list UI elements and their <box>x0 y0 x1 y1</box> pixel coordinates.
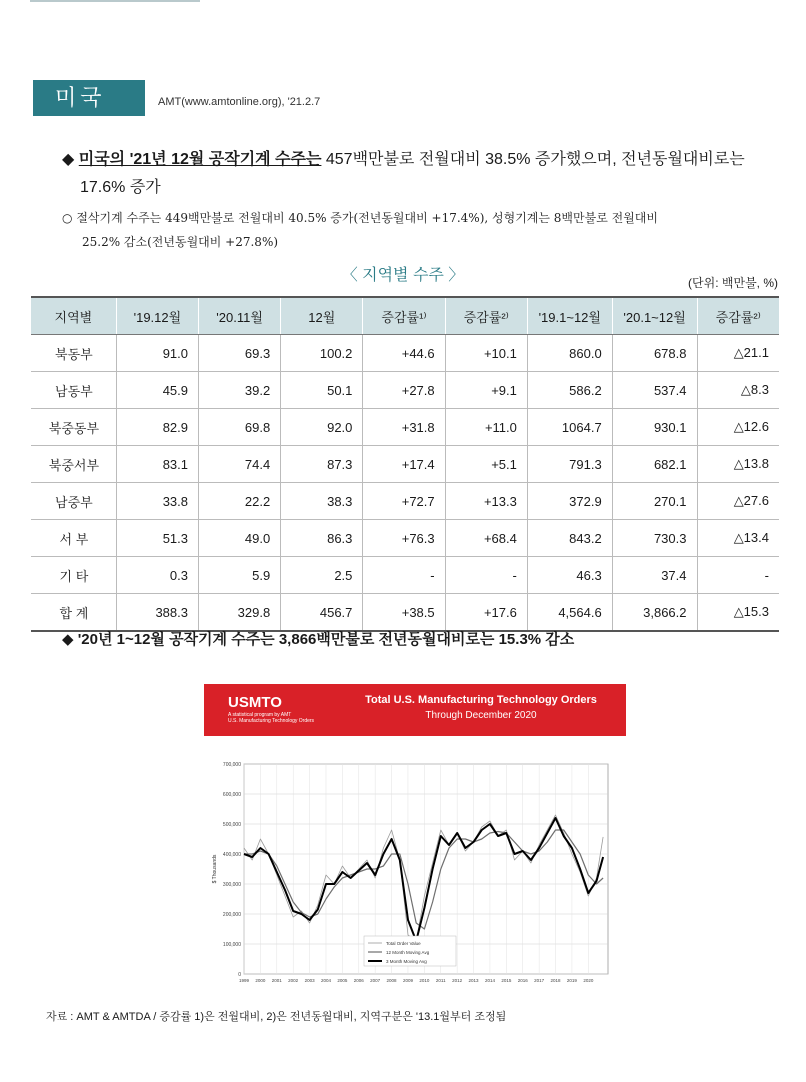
table-row <box>31 520 779 557</box>
y-tick-label: 700,000 <box>222 762 241 768</box>
region-cell: 서 부 <box>31 520 116 557</box>
y-tick-label: 400,000 <box>222 852 241 858</box>
sub-bullet-marker: ○ <box>62 211 73 225</box>
value-cell: 456.7 <box>281 594 363 632</box>
table-total-row <box>31 594 779 632</box>
value-cell: 100.2 <box>281 335 363 372</box>
region-cell: 기 타 <box>31 557 116 594</box>
value-cell: 329.8 <box>199 594 281 632</box>
x-tick-label: 2000 <box>255 978 266 983</box>
sub-bullet-line1: 절삭기계 수주는 449백만불로 전월대비 40.5% 증가(전년동월대비 +17.4%), 성형기계는 8백만불로 전월대비 <box>76 211 658 225</box>
summary-underlined: 미국의 '21년 12월 공작기계 수주는 <box>78 151 322 168</box>
x-tick-label: 2003 <box>304 978 315 983</box>
x-tick-label: 2004 <box>320 978 331 983</box>
annual-bullet-text: '20년 1~12월 공작기계 수주는 3,866백만불로 전년동월대비로는 15.3% 감소 <box>77 631 575 648</box>
value-cell: 38.3 <box>281 483 363 520</box>
value-cell: +72.7 <box>363 483 445 520</box>
value-cell: △13.4 <box>697 520 779 557</box>
y-tick-label: 500,000 <box>222 822 241 828</box>
value-cell: 92.0 <box>281 409 363 446</box>
logo-subtitle-2: U.S. Manufacturing Technology Orders <box>228 718 315 724</box>
value-cell: 87.3 <box>281 446 363 483</box>
value-cell: +27.8 <box>363 372 445 409</box>
value-cell: 930.1 <box>612 409 697 446</box>
value-cell: +38.5 <box>363 594 445 632</box>
table-row <box>31 446 779 483</box>
source-citation: AMT(www.amtonline.org), '21.2.7 <box>158 96 321 108</box>
x-tick-label: 2016 <box>517 978 528 983</box>
value-cell: 537.4 <box>612 372 697 409</box>
y-tick-label: 100,000 <box>222 942 241 948</box>
legend-label: 3 Month Moving Avg <box>386 959 427 964</box>
region-cell: 합 계 <box>31 594 116 632</box>
x-tick-label: 2017 <box>534 978 545 983</box>
chart-title: Total U.S. Manufacturing Technology Orders <box>365 694 597 706</box>
header-cell: '19.1~12월 <box>527 297 612 335</box>
y-tick-label: 200,000 <box>222 912 241 918</box>
value-cell: 50.1 <box>281 372 363 409</box>
regional-orders-table <box>31 296 779 632</box>
header-cell: 지역별 <box>31 297 116 335</box>
value-cell: +11.0 <box>445 409 527 446</box>
value-cell: △27.6 <box>697 483 779 520</box>
usmto-logo: USMTO <box>228 694 282 711</box>
x-tick-label: 1999 <box>238 978 250 983</box>
summary-bullet <box>62 146 782 202</box>
value-cell: 0.3 <box>116 557 198 594</box>
value-cell: 33.8 <box>116 483 198 520</box>
header-cell: 증감률²⁾ <box>697 297 779 335</box>
value-cell: +68.4 <box>445 520 527 557</box>
y-tick-label: 0 <box>238 972 241 978</box>
region-cell: 북중서부 <box>31 446 116 483</box>
value-cell: +44.6 <box>363 335 445 372</box>
chart-subtitle: Through December 2020 <box>425 710 537 721</box>
value-cell: 39.2 <box>199 372 281 409</box>
value-cell: 860.0 <box>527 335 612 372</box>
x-tick-label: 2019 <box>566 978 577 983</box>
header-cell: 12월 <box>281 297 363 335</box>
value-cell: 74.4 <box>199 446 281 483</box>
value-cell: 69.3 <box>199 335 281 372</box>
table-row <box>31 335 779 372</box>
x-tick-label: 2015 <box>501 978 512 983</box>
x-tick-label: 2001 <box>271 978 282 983</box>
value-cell: 372.9 <box>527 483 612 520</box>
value-cell: 51.3 <box>116 520 198 557</box>
table-row <box>31 372 779 409</box>
value-cell: +76.3 <box>363 520 445 557</box>
header-cell: 증감률²⁾ <box>445 297 527 335</box>
value-cell: 3,866.2 <box>612 594 697 632</box>
x-tick-label: 2006 <box>353 978 364 983</box>
value-cell: △15.3 <box>697 594 779 632</box>
value-cell: 69.8 <box>199 409 281 446</box>
y-tick-label: 300,000 <box>222 882 241 888</box>
value-cell: △13.8 <box>697 446 779 483</box>
value-cell: △21.1 <box>697 335 779 372</box>
value-cell: 86.3 <box>281 520 363 557</box>
chart-plot <box>204 758 626 986</box>
header-cell: '19.12월 <box>116 297 198 335</box>
x-tick-label: 2008 <box>386 978 397 983</box>
summary-line2: 17.6% 증가 <box>80 179 161 196</box>
header-cell: 증감률¹⁾ <box>363 297 445 335</box>
country-label: 미국 <box>33 80 145 116</box>
value-cell: - <box>445 557 527 594</box>
x-tick-label: 2013 <box>468 978 479 983</box>
table-row <box>31 409 779 446</box>
orders-chart <box>204 684 626 986</box>
region-cell: 남동부 <box>31 372 116 409</box>
table-unit: (단위: 백만불, %) <box>688 276 778 290</box>
bullet-marker: ◆ <box>62 151 75 168</box>
value-cell: △12.6 <box>697 409 779 446</box>
x-tick-label: 2012 <box>452 978 463 983</box>
value-cell: 678.8 <box>612 335 697 372</box>
summary-rest: 457백만불로 전월대비 38.5% 증가했으며, 전년동월대비로는 <box>321 151 745 168</box>
y-axis-label: $ Thousands <box>212 854 218 884</box>
region-cell: 북동부 <box>31 335 116 372</box>
x-tick-label: 2009 <box>402 978 413 983</box>
y-tick-label: 600,000 <box>222 792 241 798</box>
value-cell: +10.1 <box>445 335 527 372</box>
value-cell: 5.9 <box>199 557 281 594</box>
value-cell: 270.1 <box>612 483 697 520</box>
legend-label: 12 Month Moving Avg <box>386 950 430 955</box>
footnote: 자료 : AMT & AMTDA / 증감률 1)은 전월대비, 2)은 전년동월대비, 지역구분은 '13.1월부터 조정됨 <box>46 1011 507 1023</box>
x-tick-label: 2002 <box>288 978 299 983</box>
x-tick-label: 2011 <box>435 978 446 983</box>
table-row <box>31 557 779 594</box>
value-cell: 49.0 <box>199 520 281 557</box>
x-tick-label: 2010 <box>419 978 430 983</box>
value-cell: - <box>697 557 779 594</box>
value-cell: 1064.7 <box>527 409 612 446</box>
legend-label: Total Order Value <box>386 941 421 946</box>
header-cell: '20.1~12월 <box>612 297 697 335</box>
value-cell: +9.1 <box>445 372 527 409</box>
value-cell: 682.1 <box>612 446 697 483</box>
region-cell: 북중동부 <box>31 409 116 446</box>
value-cell: 82.9 <box>116 409 198 446</box>
value-cell: 37.4 <box>612 557 697 594</box>
sub-bullet <box>62 206 782 254</box>
value-cell: △8.3 <box>697 372 779 409</box>
x-tick-label: 2007 <box>370 978 381 983</box>
value-cell: 83.1 <box>116 446 198 483</box>
value-cell: +5.1 <box>445 446 527 483</box>
value-cell: +13.3 <box>445 483 527 520</box>
sub-bullet-line2: 25.2% 감소(전년동월대비 +27.8%) <box>82 235 279 249</box>
value-cell: +17.6 <box>445 594 527 632</box>
value-cell: 46.3 <box>527 557 612 594</box>
region-cell: 남중부 <box>31 483 116 520</box>
top-rule <box>30 0 200 2</box>
annual-bullet <box>62 628 574 649</box>
value-cell: +17.4 <box>363 446 445 483</box>
x-tick-label: 2005 <box>337 978 348 983</box>
value-cell: 730.3 <box>612 520 697 557</box>
table-title: 〈 지역별 수주 〉 <box>341 267 465 284</box>
x-tick-label: 2020 <box>583 978 594 983</box>
table-row <box>31 483 779 520</box>
bullet-marker: ◆ <box>62 631 74 648</box>
header-cell: '20.11월 <box>199 297 281 335</box>
chart-banner <box>204 684 626 736</box>
value-cell: 843.2 <box>527 520 612 557</box>
value-cell: 22.2 <box>199 483 281 520</box>
value-cell: 4,564.6 <box>527 594 612 632</box>
table-header-row <box>31 297 779 335</box>
value-cell: 791.3 <box>527 446 612 483</box>
value-cell: +31.8 <box>363 409 445 446</box>
x-tick-label: 2014 <box>484 978 495 983</box>
value-cell: 91.0 <box>116 335 198 372</box>
value-cell: 45.9 <box>116 372 198 409</box>
value-cell: - <box>363 557 445 594</box>
logo-subtitle: A statistical program by AMT <box>228 712 292 718</box>
value-cell: 586.2 <box>527 372 612 409</box>
value-cell: 2.5 <box>281 557 363 594</box>
value-cell: 388.3 <box>116 594 198 632</box>
x-tick-label: 2018 <box>550 978 561 983</box>
